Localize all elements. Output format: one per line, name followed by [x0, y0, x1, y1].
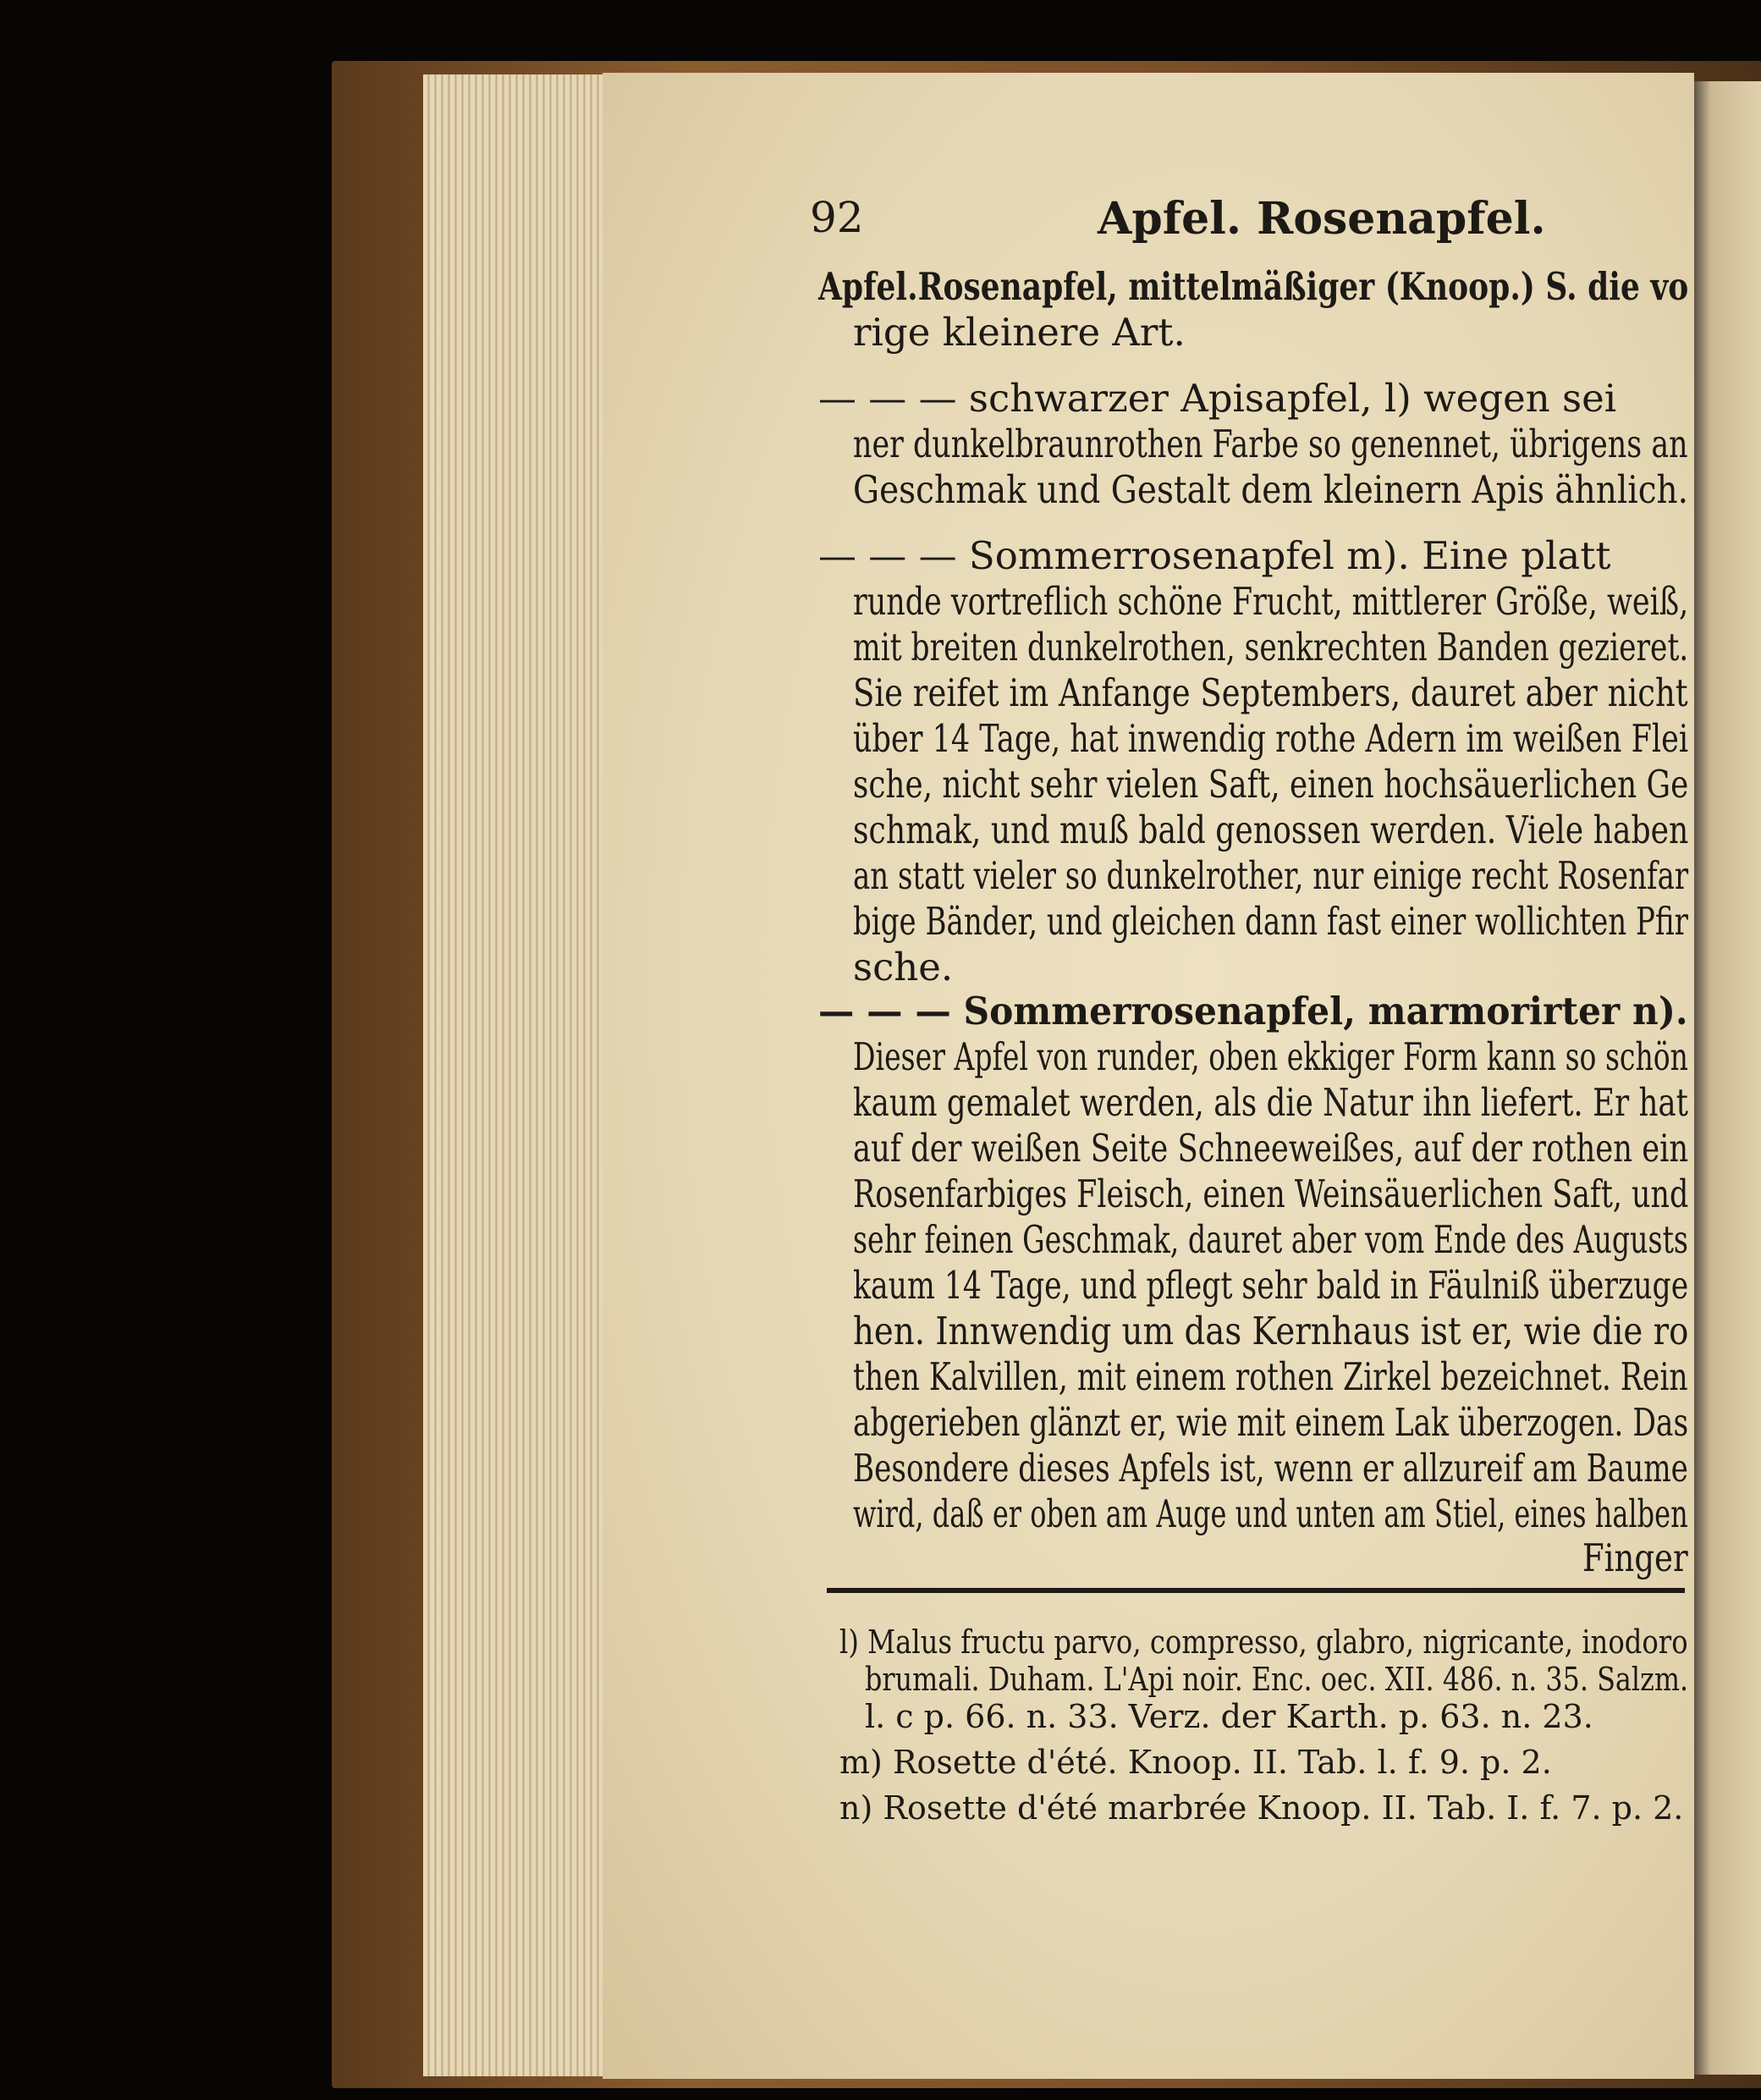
footnote-l-line-1: l) Malus fructu parvo, compresso, glabro, nigricante, inodoro	[839, 1623, 1688, 1661]
footnote-m: m) Rosette d'été. Knoop. II. Tab. l. f. 9. p. 2.	[839, 1744, 1552, 1781]
entry-4-line-7: kaum 14 Tage, und pflegt sehr bald in Fäulniß überzuge	[853, 1263, 1689, 1308]
entry-4-line-2: Dieser Apfel von runder, oben ekkiger Form kann so schön	[853, 1034, 1688, 1079]
entry-4-line-6: sehr feinen Geschmak, dauret aber vom Ende des Augusts	[853, 1217, 1688, 1262]
entry-4-line-4: auf der weißen Seite Schneeweißes, auf der rothen ein	[853, 1126, 1689, 1171]
entry-4-line-11: Besondere dieses Apfels ist, wenn er allzureif am Baume	[853, 1446, 1688, 1491]
entry-3-line-5: über 14 Tage, hat inwendig rothe Adern im weißen Flei	[853, 716, 1689, 761]
entry-4-line-3: kaum gemalet werden, als die Natur ihn liefert. Er hat	[853, 1080, 1689, 1125]
entry-3-line-4: Sie reifet im Anfange Septembers, dauret aber nicht	[853, 670, 1688, 715]
entry-3-line-8: an statt vieler so dunkelrother, nur einige recht Rosenfar	[853, 853, 1689, 898]
running-title: Apfel. Rosenapfel.	[1098, 193, 1546, 245]
page-edges	[423, 74, 609, 2076]
page-number: 92	[810, 193, 864, 242]
facing-page-edge	[1694, 81, 1761, 2075]
entry-3-line-7: schmak, und muß bald genossen werden. Viele haben	[853, 807, 1689, 852]
footnote-l-line-2: brumali. Duham. L'Api noir. Enc. oec. XII. 486. n. 35. Salzm.	[865, 1661, 1689, 1698]
footnote-rule	[827, 1588, 1685, 1593]
entry-2-line-1: — — — schwarzer Apisapfel, l) wegen sei	[818, 376, 1617, 421]
footnote-n: n) Rosette d'été marbrée Knoop. II. Tab. I. f. 7. p. 2.	[839, 1789, 1684, 1827]
entry-4-line-1: — — — Sommerrosenapfel, marmorirter n).	[818, 989, 1688, 1033]
entry-1-line-1: Apfel.Rosenapfel, mittelmäßiger (Knoop.) S. die vo	[818, 264, 1689, 309]
entry-4-line-8: hen. Innwendig um das Kernhaus ist er, wie die ro	[853, 1309, 1689, 1353]
entry-4-catchword: Finger	[1582, 1535, 1688, 1580]
footnote-l-line-3: l. c p. 66. n. 33. Verz. der Karth. p. 63. n. 23.	[865, 1698, 1593, 1735]
entry-3-line-10: sche.	[853, 945, 954, 989]
entry-4-line-5: Rosenfarbiges Fleisch, einen Weinsäuerlichen Saft, und	[853, 1171, 1689, 1216]
entry-4-line-10: abgerieben glänzt er, wie mit einem Lak überzogen. Das	[853, 1400, 1689, 1445]
entry-2-line-3: Geschmak und Gestalt dem kleinern Apis ähnlich.	[853, 467, 1689, 512]
entry-3-line-2: runde vortreflich schöne Frucht, mittlerer Größe, weiß,	[853, 579, 1689, 624]
entry-3-line-1: — — — Sommerrosenapfel m). Eine platt	[818, 533, 1611, 578]
entry-3-line-6: sche, nicht sehr vielen Saft, einen hochsäuerlichen Ge	[853, 762, 1689, 807]
entry-2-line-2: ner dunkelbraunrothen Farbe so genennet, übrigens an	[853, 422, 1688, 466]
entry-3-line-3: mit breiten dunkelrothen, senkrechten Banden gezieret.	[853, 625, 1689, 670]
entry-1-line-2: rige kleinere Art.	[853, 310, 1186, 355]
entry-4-line-9: then Kalvillen, mit einem rothen Zirkel bezeichnet. Rein	[853, 1354, 1688, 1399]
entry-4-line-12: wird, daß er oben am Auge und unten am Stiel, eines halben	[853, 1491, 1688, 1536]
entry-3-line-9: bige Bänder, und gleichen dann fast einer wollichten Pfir	[853, 899, 1688, 944]
